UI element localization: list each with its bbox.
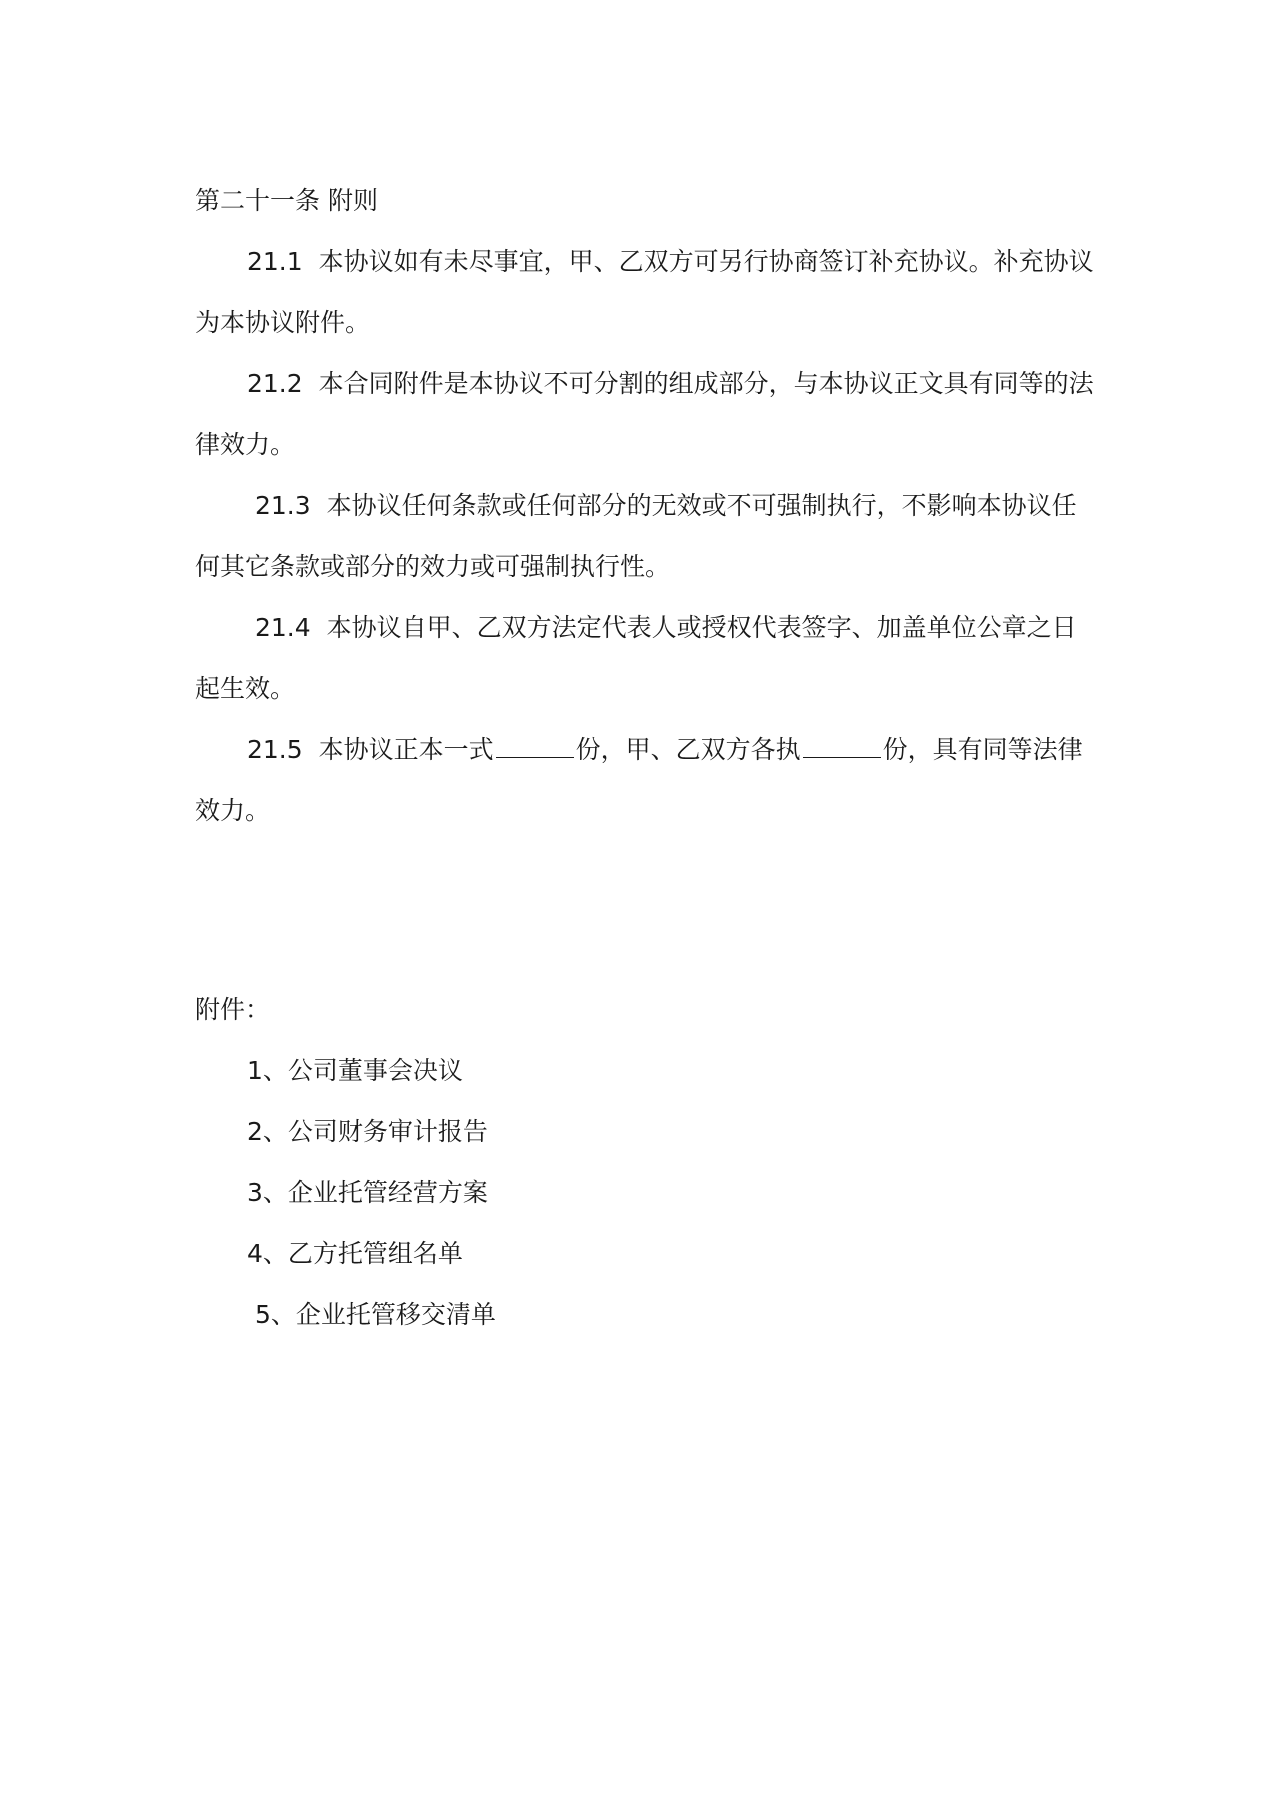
clause-text: 本协议如有未尽事宜，甲、乙双方可另行协商签订补充协议。补充协议为本协议附件。 <box>195 247 1094 337</box>
attachments-label: 附件： <box>195 995 271 1024</box>
section-spacer <box>195 841 1095 979</box>
clause-text: 本协议自甲、乙双方法定代表人或授权代表签字、加盖单位公章之日起生效。 <box>195 613 1077 703</box>
copies-total-blank <box>496 735 574 758</box>
clause-21-5 <box>195 719 1095 841</box>
clause-number: 21.3 <box>255 491 311 520</box>
clause-text: 本协议任何条款或任何部分的无效或不可强制执行，不影响本协议任何其它条款或部分的效力或可强制执行性。 <box>195 491 1077 581</box>
clause-21-1 <box>195 231 1095 353</box>
clause-number: 21.1 <box>247 247 303 276</box>
copies-each-blank <box>803 735 881 758</box>
clause-number: 21.4 <box>255 613 311 642</box>
list-item: 2、公司财务审计报告 <box>247 1117 488 1146</box>
article-heading: 第二十一条 附则 <box>195 186 378 215</box>
list-item: 3、企业托管经营方案 <box>247 1178 488 1207</box>
clause-number: 21.5 <box>247 735 303 764</box>
attachments-list <box>195 1040 1095 1345</box>
list-item: 4、乙方托管组名单 <box>247 1239 463 1268</box>
clause-text-part1: 本协议正本一式 <box>318 735 494 764</box>
clause-number: 21.2 <box>247 369 303 398</box>
clause-21-4 <box>195 597 1095 719</box>
clause-text-part2: 份，甲、乙双方各执 <box>575 735 801 764</box>
clause-21-2 <box>195 353 1095 475</box>
list-item: 1、公司董事会决议 <box>247 1056 463 1085</box>
clause-text: 本合同附件是本协议不可分割的组成部分，与本协议正文具有同等的法律效力。 <box>195 369 1094 459</box>
clause-text-part3: 份，具有同等法律效力。 <box>195 735 1083 825</box>
document-body <box>195 170 1095 1345</box>
clause-21-3 <box>195 475 1095 597</box>
list-item: 5、企业托管移交清单 <box>255 1300 496 1329</box>
